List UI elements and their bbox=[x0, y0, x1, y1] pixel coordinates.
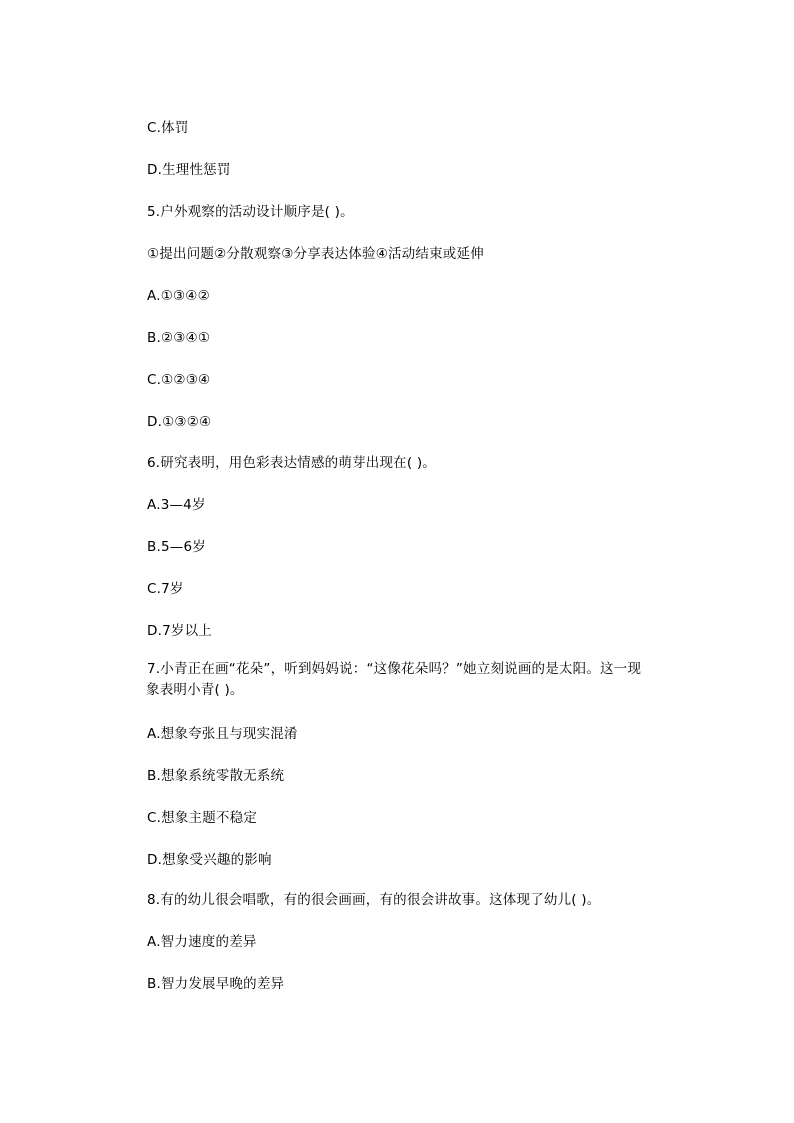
option-d-q6: D.7岁以上 bbox=[147, 623, 212, 639]
option-c-q4: C.体罚 bbox=[147, 120, 189, 136]
option-a-q7: A.想象夸张且与现实混淆 bbox=[147, 726, 298, 742]
option-c-q6: C.7岁 bbox=[147, 581, 184, 597]
option-b-q8: B.智力发展早晚的差异 bbox=[147, 976, 285, 992]
option-d-q7: D.想象受兴趣的影响 bbox=[147, 852, 272, 868]
question-7-line2: 象表明小青( )。 bbox=[146, 682, 244, 698]
option-d-q4: D.生理性惩罚 bbox=[147, 162, 231, 178]
option-b-q7: B.想象系统零散无系统 bbox=[147, 768, 285, 784]
question-8: 8.有的幼儿很会唱歌，有的很会画画，有的很会讲故事。这体现了幼儿( )。 bbox=[147, 892, 601, 908]
option-b-q6: B.5—6岁 bbox=[147, 539, 206, 555]
option-c-q5: C.①②③④ bbox=[147, 372, 211, 388]
question-5-steps: ①提出问题②分散观察③分享表达体验④活动结束或延伸 bbox=[147, 246, 484, 262]
option-a-q5: A.①③④② bbox=[147, 288, 210, 304]
option-d-q5: D.①③②④ bbox=[147, 414, 212, 430]
question-7 bbox=[147, 659, 682, 701]
question-5: 5.户外观察的活动设计顺序是( )。 bbox=[147, 204, 354, 220]
question-6: 6.研究表明，用色彩表达情感的萌芽出现在( )。 bbox=[147, 455, 437, 471]
option-b-q5: B.②③④① bbox=[147, 330, 211, 346]
option-a-q8: A.智力速度的差异 bbox=[147, 934, 257, 950]
option-a-q6: A.3—4岁 bbox=[147, 497, 206, 513]
option-c-q7: C.想象主题不稳定 bbox=[147, 810, 258, 826]
question-7-line1: 7.小青正在画“花朵”，听到妈妈说：“这像花朵吗？”她立刻说画的是太阳。这一现 bbox=[147, 661, 642, 677]
